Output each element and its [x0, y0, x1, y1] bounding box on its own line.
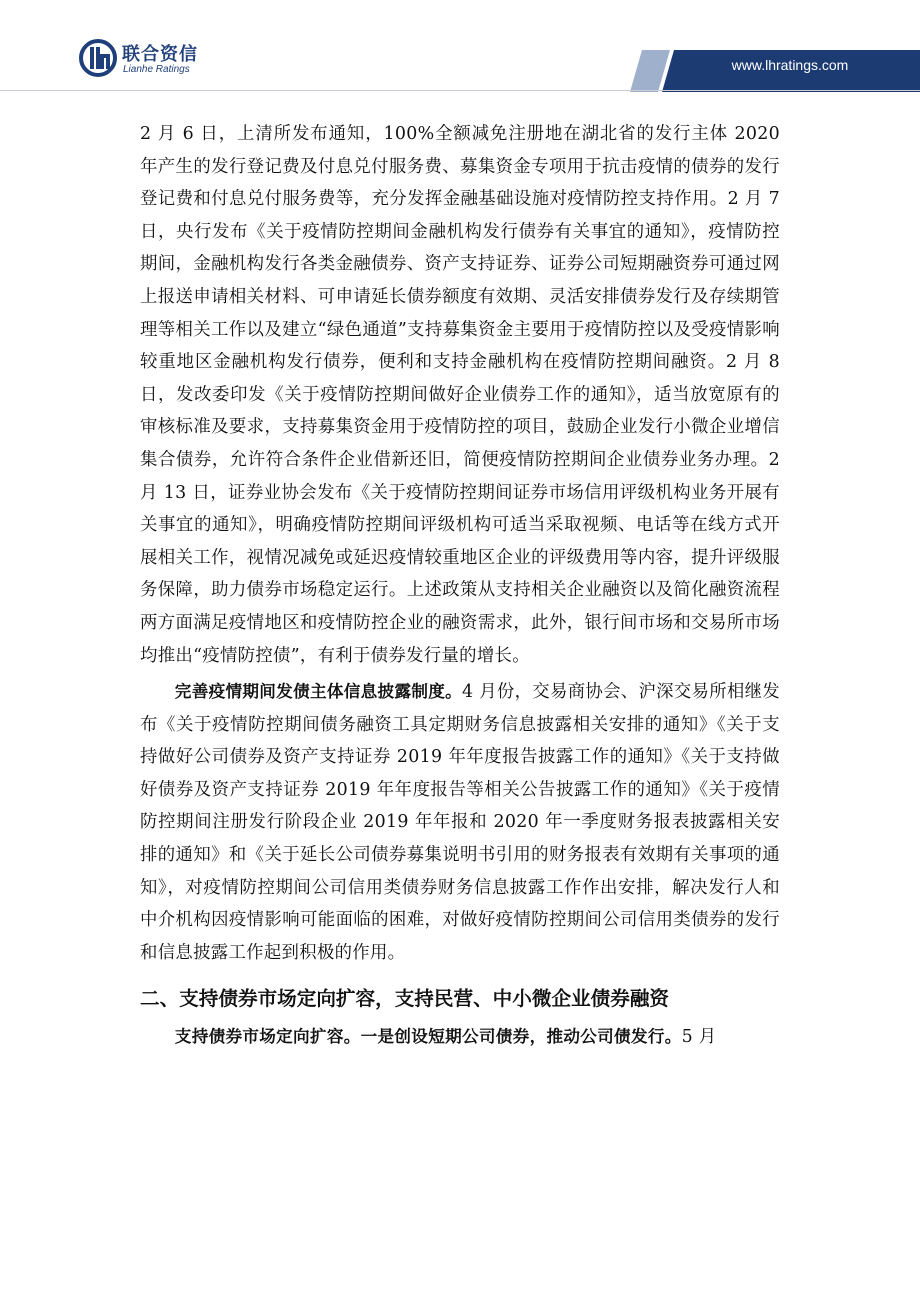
paragraph-market-expansion	[140, 1021, 780, 1054]
paragraph-lead-bold: 完善疫情期间发债主体信息披露制度。	[174, 682, 463, 702]
section-heading: 二、支持债券市场定向扩容，支持民营、中小微企业债券融资	[140, 987, 670, 1011]
logo-english-name: Lianhe Ratings	[123, 64, 190, 75]
paragraph-text: 4 月份，交易商协会、沪深交易所相继发布《关于疫情防控期间债务融资工具定期财务信息披露相关安排的通知》《关于支持做好公司债券及资产支持证券 2019 年年度报告披露工作的通知》《关于支持做好债券及资产支持证券 2019 年年度报告等相关公告披露工作的通知》《关于疫情防控期间注册发行阶段企业 2019 年年报和 2020 年一季度财务报表披露相关安排的通知》和《关于延长公司债券募集说明书引用的财务报表有效期有关事项的通知》，对疫情防控期间公司信用类债券财务信息披露工作作出安排，解决发行人和中介机构因疫情影响可能面临的困难，对做好疫情防控期间公司信用类债券的发行和信息披露工作起到积极的作用。	[140, 682, 780, 963]
document-body	[140, 118, 780, 1054]
lianhe-logo-icon	[78, 38, 118, 78]
paragraph-text: 5 月	[681, 1027, 717, 1048]
page-header	[0, 0, 920, 100]
logo-chinese-name: 联合资信	[122, 44, 198, 65]
header-divider	[0, 90, 920, 91]
lianhe-logo	[78, 38, 218, 82]
website-link[interactable]: www.lhratings.com	[731, 57, 849, 73]
paragraph-policy-measures: 2 月 6 日，上清所发布通知，100%全额减免注册地在湖北省的发行主体 2020 年产生的发行登记费及付息兑付服务费、募集资金专项用于抗击疫情的债券的发行登记费和付息兑付服务费等，充分发挥金融基础设施对疫情防控支持作用。2 月 7 日，央行发布《关于疫情防控期间金融机构发行债券有关事宜的通知》，疫情防控期间，金融机构发行各类金融债券、资产支持证券、证券公司短期融资券可通过网上报送申请相关材料、可申请延长债券额度有效期、灵活安排债券发行及存续期管理等相关工作以及建立“绿色通道”支持募集资金主要用于疫情防控以及受疫情影响较重地区金融机构发行债券，便利和支持金融机构在疫情防控期间融资。2 月 8 日，发改委印发《关于疫情防控期间做好企业债券工作的通知》，适当放宽原有的审核标准及要求，支持募集资金用于疫情防控的项目，鼓励企业发行小微企业增信集合债券，允许符合条件企业借新还旧，简便疫情防控期间企业债券业务办理。2 月 13 日，证券业协会发布《关于疫情防控期间证券市场信用评级机构业务开展有关事宜的通知》，明确疫情防控期间评级机构可适当采取视频、电话等在线方式开展相关工作，视情况减免或延迟疫情较重地区企业的评级费用等内容，提升评级服务保障，助力债券市场稳定运行。上述政策从支持相关企业融资以及简化融资流程两方面满足疫情地区和疫情防控企业的融资需求，此外，银行间市场和交易所市场均推出“疫情防控债”，有利于债券发行量的增长。	[140, 124, 780, 666]
paragraph-lead-bold: 支持债券市场定向扩容。一是创设短期公司债券，推动公司债发行。	[174, 1027, 682, 1047]
paragraph-disclosure	[140, 676, 780, 969]
